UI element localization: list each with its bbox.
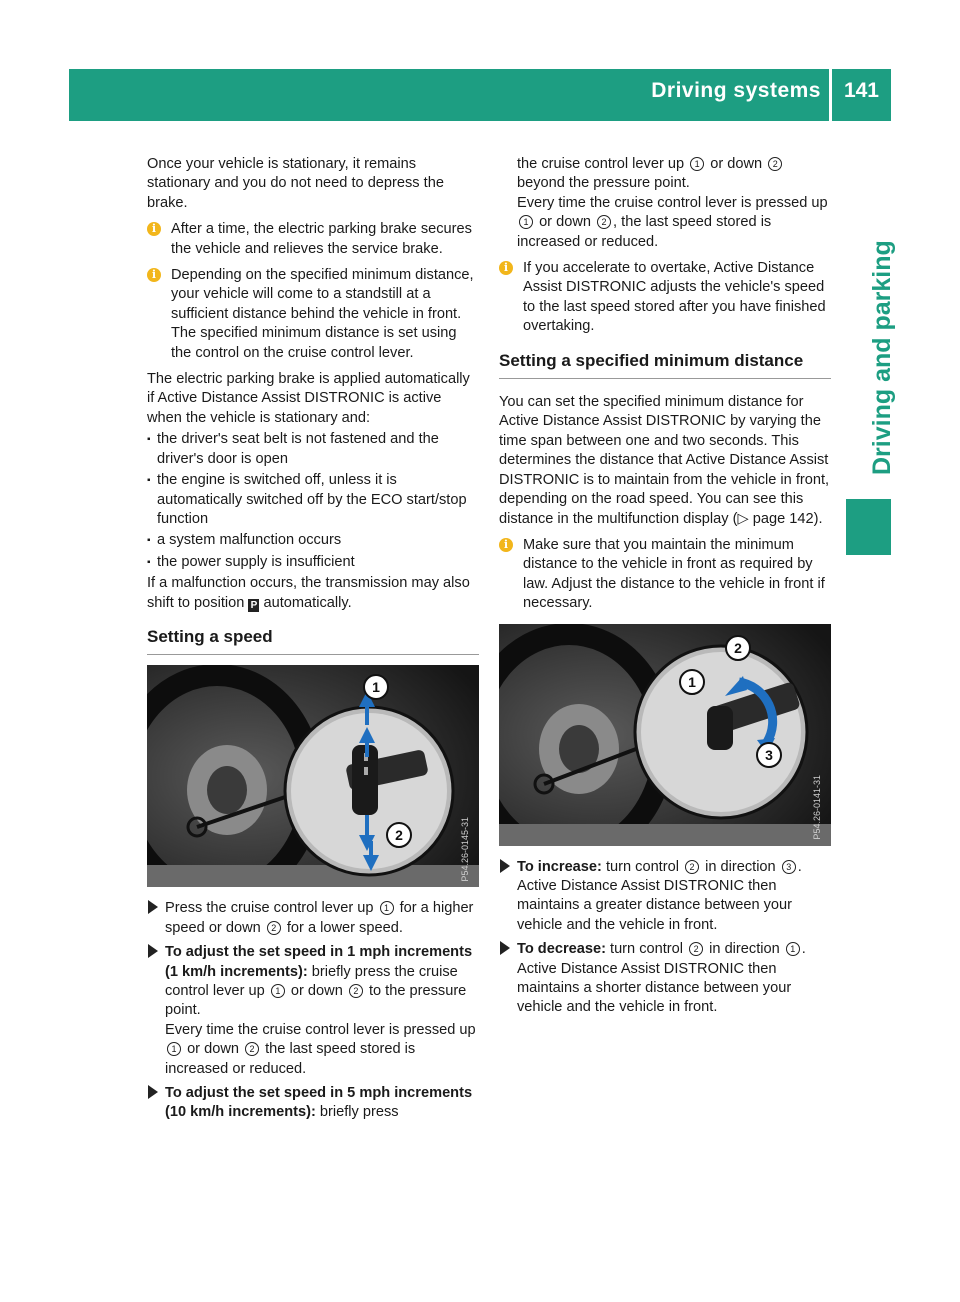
step-arrow-icon — [148, 1085, 158, 1099]
step-arrow-icon — [148, 944, 158, 958]
callout-ref: 1 — [271, 984, 285, 998]
callout-ref: 1 — [167, 1042, 181, 1056]
callout-3: 3 — [765, 746, 773, 763]
info-note — [499, 259, 831, 337]
step-arrow-icon — [500, 941, 510, 955]
figure-cruise-lever — [147, 665, 479, 887]
info-note-text: Depending on the specified minimum distance, your vehicle will come to a standstill at a sufficient distance behind the vehicle in front. The specified minimum distance is set using the control on the cruise control lever. — [171, 267, 474, 361]
callout-ref: 1 — [380, 901, 394, 915]
callout-ref: 2 — [349, 984, 363, 998]
side-tab — [846, 200, 896, 490]
left-column — [147, 155, 479, 1128]
info-note — [147, 266, 479, 363]
callout-ref: 1 — [690, 157, 704, 171]
gear-p-symbol: P — [248, 599, 259, 612]
instruction-step: To decrease: turn control 2 in direction 1 . Active Distance Assist DISTRONIC then maintains a shorter distance between your vehicle and the vehicle in front. — [499, 940, 831, 1018]
callout-ref: 2 — [689, 942, 703, 956]
page-ref-arrow-icon: ▷ — [737, 510, 753, 527]
paragraph-parking-brake: The electric parking brake is applied automatically if Active Distance Assist DISTRONIC is active when the vehicle is stationary and: — [147, 371, 470, 426]
callout-ref: 3 — [782, 860, 796, 874]
side-tab-label: Driving and parking — [868, 240, 896, 475]
header-divider — [829, 69, 832, 121]
callout-ref: 1 — [519, 215, 533, 229]
heading-minimum-distance: Setting a specified minimum distance — [499, 351, 831, 379]
info-note-text: After a time, the electric parking brake secures the vehicle and relieves the service brake. — [171, 221, 472, 257]
instruction-step: To adjust the set speed in 1 mph increments (1 km/h increments): briefly press the cruise control lever up 1 or down 2 to the pressure point. Every time the cruise control lever is pressed up 1 or down 2 the last speed stored is increased or reduced. — [147, 943, 479, 1079]
figure-code: P54.26-0141-31 — [811, 774, 822, 840]
step-arrow-icon — [500, 859, 510, 873]
callout-2: 2 — [734, 639, 742, 656]
info-icon: i — [147, 222, 161, 236]
instruction-step: To adjust the set speed in 5 mph increments (10 km/h increments): briefly press — [147, 1084, 479, 1123]
info-note-text: Make sure that you maintain the minimum distance to the vehicle in front as required by law. Adjust the distance to the vehicle in front if necessary. — [523, 536, 825, 612]
instruction-step: Press the cruise control lever up 1 for a higher speed or down 2 for a lower speed. — [147, 899, 479, 938]
step-arrow-icon — [148, 900, 158, 914]
info-icon: i — [499, 261, 513, 275]
page-reference-link[interactable]: page 142 — [752, 510, 814, 527]
heading-setting-speed: Setting a speed — [147, 627, 479, 655]
paragraph-stationary: Once your vehicle is stationary, it remains stationary and you do not need to depress the brake. — [147, 156, 444, 211]
info-note — [147, 220, 479, 259]
side-tab-marker — [846, 499, 891, 555]
section-title: Driving systems — [651, 79, 821, 102]
list-item: ▪ a system malfunction occurs — [147, 531, 479, 550]
figure-code: P54.26-0145-31 — [459, 816, 470, 882]
instruction-step: To increase: turn control 2 in direction 3 . Active Distance Assist DISTRONIC then maintains a greater distance between your vehicle and the vehicle in front. — [499, 858, 831, 936]
callout-ref: 2 — [768, 157, 782, 171]
paragraph-distance: You can set the specified minimum distance for Active Distance Assist DISTRONIC by varying the time span between one and two seconds. This determines the distance that Active Distance Assist DISTRONIC is to maintain from the vehicle in front, depending on the road speed. You can see this distance in the multifunction display (▷ page 142). — [499, 394, 830, 527]
paragraph-malfunction: If a malfunction occurs, the transmission may also shift to position P automatically. — [147, 575, 470, 611]
paragraph-continued: the cruise control lever up 1 or down 2 beyond the pressure point. Every time the cruise control lever is pressed up 1 or down 2 , the last speed stored is increased or reduced. — [517, 156, 828, 250]
page-number: 141 — [843, 79, 879, 102]
callout-ref: 2 — [685, 860, 699, 874]
callout-ref: 2 — [597, 215, 611, 229]
figure-distance-control — [499, 624, 831, 846]
callout-ref: 2 — [245, 1042, 259, 1056]
header-bar — [69, 69, 891, 121]
callout-1: 1 — [372, 679, 380, 696]
info-note — [499, 536, 831, 614]
right-column — [499, 155, 831, 1023]
list-item: ▪ the driver's seat belt is not fastened and the driver's door is open — [147, 430, 479, 469]
list-item: ▪ the power supply is insufficient — [147, 553, 479, 572]
info-icon: i — [499, 538, 513, 552]
list-item: ▪ the engine is switched off, unless it is automatically switched off by the ECO start/stop function — [147, 471, 479, 529]
info-icon: i — [147, 268, 161, 282]
callout-ref: 1 — [786, 942, 800, 956]
callout-1: 1 — [688, 673, 696, 690]
callout-2: 2 — [395, 827, 403, 844]
info-note-text: If you accelerate to overtake, Active Distance Assist DISTRONIC adjusts the vehicle's speed to the last speed stored after you have finished overtaking. — [523, 260, 826, 335]
callout-ref: 2 — [267, 921, 281, 935]
